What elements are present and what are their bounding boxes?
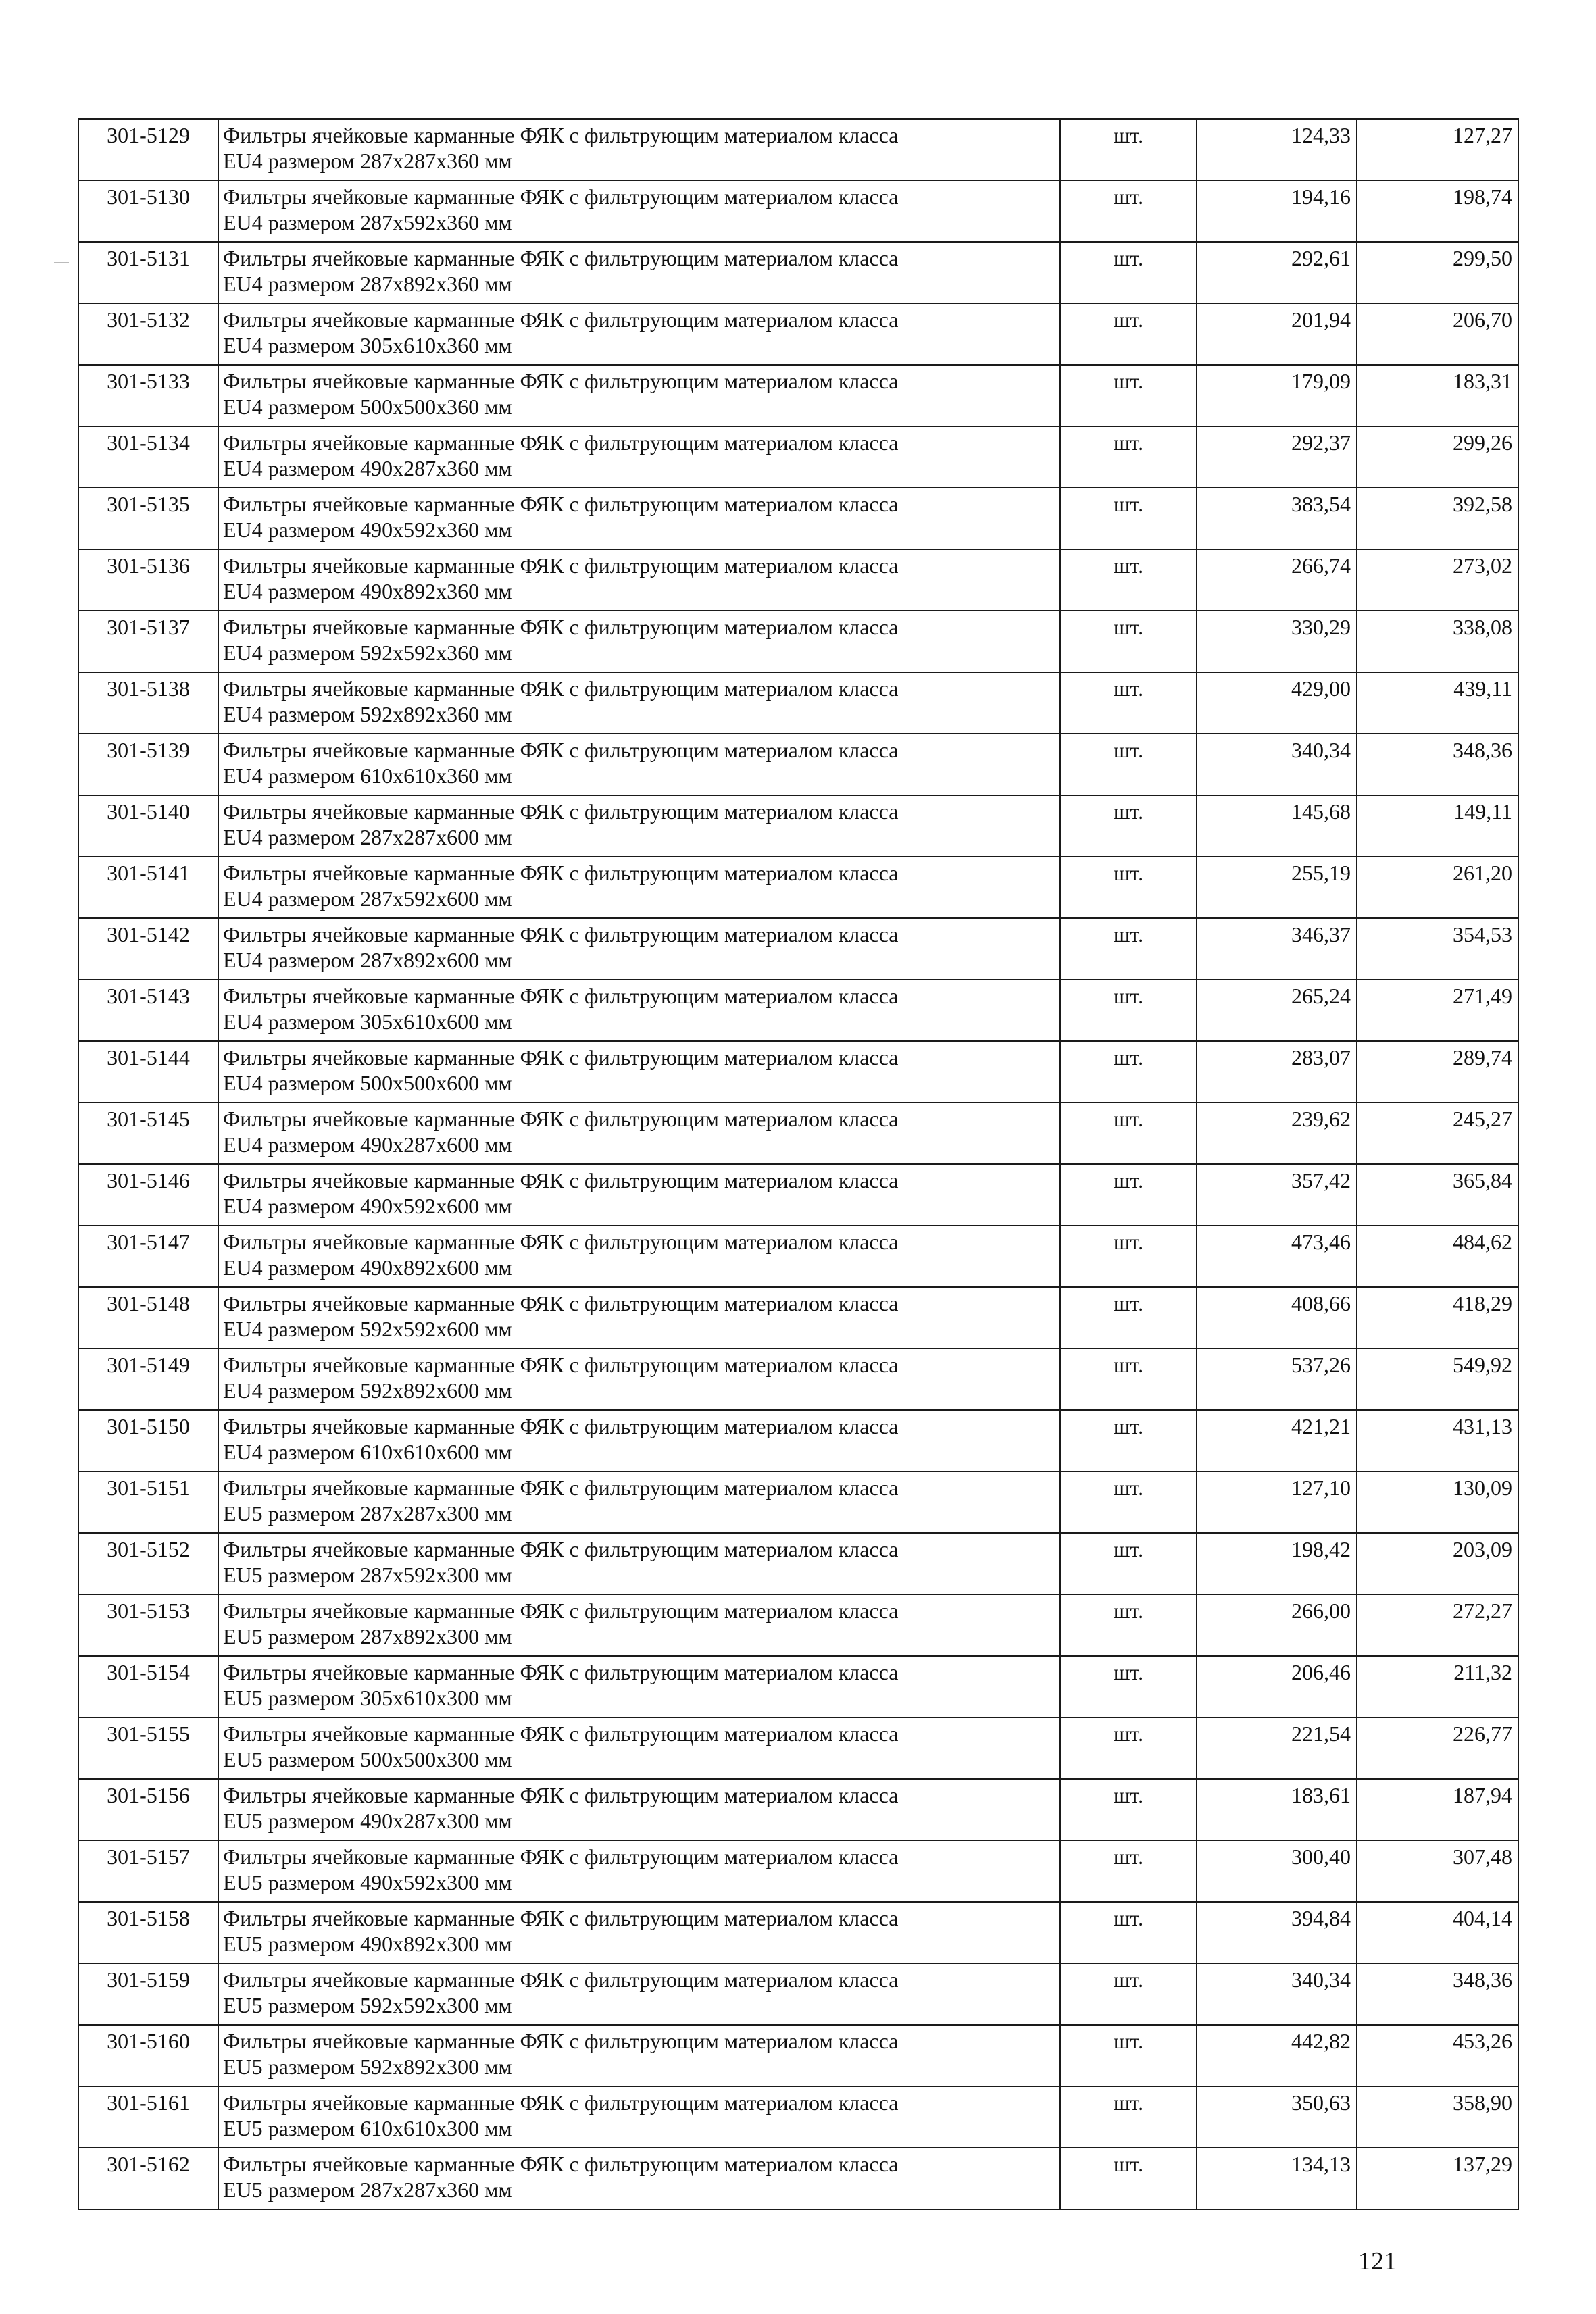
item-price-1: 421,21 — [1197, 1410, 1357, 1472]
item-unit: шт. — [1060, 1164, 1197, 1226]
item-description — [218, 1656, 1060, 1717]
description-line-2: EU4 размером 592х592х360 мм — [223, 640, 512, 665]
item-price-1: 408,66 — [1197, 1287, 1357, 1349]
item-description — [218, 1226, 1060, 1287]
item-code: 301-5151 — [78, 1472, 218, 1533]
description-line-1: Фильтры ячейковые карманные ФЯК с фильтрующим материалом класса — [223, 799, 899, 824]
item-code: 301-5142 — [78, 918, 218, 980]
item-price-2: 271,49 — [1357, 980, 1518, 1041]
item-unit: шт. — [1060, 857, 1197, 918]
description-line-1: Фильтры ячейковые карманные ФЯК с фильтрующим материалом класса — [223, 1844, 899, 1869]
description-line-2: EU4 размером 592х892х600 мм — [223, 1378, 512, 1403]
table-row — [78, 303, 1518, 365]
table-row — [78, 1840, 1518, 1902]
item-price-2: 418,29 — [1357, 1287, 1518, 1349]
item-unit: шт. — [1060, 1779, 1197, 1840]
table-row — [78, 857, 1518, 918]
item-price-2: 127,27 — [1357, 119, 1518, 180]
item-code: 301-5130 — [78, 180, 218, 242]
item-code: 301-5146 — [78, 1164, 218, 1226]
item-description — [218, 2148, 1060, 2209]
description-line-2: EU5 размером 287х287х300 мм — [223, 1501, 512, 1526]
item-code: 301-5144 — [78, 1041, 218, 1103]
item-code: 301-5148 — [78, 1287, 218, 1349]
item-code: 301-5149 — [78, 1349, 218, 1410]
table-row — [78, 2025, 1518, 2086]
item-price-1: 383,54 — [1197, 488, 1357, 549]
table-row — [78, 1103, 1518, 1164]
description-line-2: EU4 размером 490х592х360 мм — [223, 518, 512, 542]
item-unit: шт. — [1060, 734, 1197, 795]
description-line-1: Фильтры ячейковые карманные ФЯК с фильтрующим материалом класса — [223, 922, 899, 947]
description-line-2: EU4 размером 287х592х600 мм — [223, 886, 512, 911]
item-description — [218, 1041, 1060, 1103]
table-row — [78, 1410, 1518, 1472]
item-code: 301-5135 — [78, 488, 218, 549]
item-unit: шт. — [1060, 1103, 1197, 1164]
description-line-2: EU5 размером 490х592х300 мм — [223, 1870, 512, 1894]
item-description — [218, 2025, 1060, 2086]
description-line-2: EU5 размером 490х287х300 мм — [223, 1809, 512, 1833]
item-code: 301-5133 — [78, 365, 218, 426]
item-code: 301-5162 — [78, 2148, 218, 2209]
item-price-1: 292,37 — [1197, 426, 1357, 488]
price-table — [78, 118, 1519, 2210]
item-unit: шт. — [1060, 303, 1197, 365]
item-price-1: 442,82 — [1197, 2025, 1357, 2086]
item-description — [218, 1103, 1060, 1164]
item-price-2: 549,92 — [1357, 1349, 1518, 1410]
item-price-2: 484,62 — [1357, 1226, 1518, 1287]
description-line-1: Фильтры ячейковые карманные ФЯК с фильтрующим материалом класса — [223, 1168, 899, 1192]
item-unit: шт. — [1060, 1472, 1197, 1533]
table-row — [78, 1717, 1518, 1779]
table-body — [78, 119, 1518, 2209]
description-line-2: EU5 размером 287х892х300 мм — [223, 1624, 512, 1649]
item-price-1: 350,63 — [1197, 2086, 1357, 2148]
item-code: 301-5156 — [78, 1779, 218, 1840]
item-price-2: 187,94 — [1357, 1779, 1518, 1840]
description-line-1: Фильтры ячейковые карманные ФЯК с фильтрующим материалом класса — [223, 1721, 899, 1746]
item-description — [218, 1472, 1060, 1533]
item-price-2: 130,09 — [1357, 1472, 1518, 1533]
item-description — [218, 549, 1060, 611]
description-line-1: Фильтры ячейковые карманные ФЯК с фильтрующим материалом класса — [223, 2152, 899, 2176]
description-line-1: Фильтры ячейковые карманные ФЯК с фильтрующим материалом класса — [223, 1967, 899, 1992]
item-description — [218, 918, 1060, 980]
item-unit: шт. — [1060, 1717, 1197, 1779]
table-row — [78, 795, 1518, 857]
item-unit: шт. — [1060, 1287, 1197, 1349]
item-description — [218, 1840, 1060, 1902]
item-unit: шт. — [1060, 2025, 1197, 2086]
item-code: 301-5143 — [78, 980, 218, 1041]
description-line-1: Фильтры ячейковые карманные ФЯК с фильтрующим материалом класса — [223, 369, 899, 393]
item-unit: шт. — [1060, 549, 1197, 611]
item-description — [218, 119, 1060, 180]
description-line-2: EU4 размером 592х892х360 мм — [223, 702, 512, 726]
description-line-1: Фильтры ячейковые карманные ФЯК с фильтрующим материалом класса — [223, 123, 899, 147]
item-price-1: 183,61 — [1197, 1779, 1357, 1840]
description-line-2: EU5 размером 490х892х300 мм — [223, 1932, 512, 1956]
item-price-2: 272,27 — [1357, 1594, 1518, 1656]
item-price-2: 439,11 — [1357, 672, 1518, 734]
item-price-2: 431,13 — [1357, 1410, 1518, 1472]
item-code: 301-5153 — [78, 1594, 218, 1656]
item-unit: шт. — [1060, 119, 1197, 180]
item-code: 301-5159 — [78, 1963, 218, 2025]
description-line-2: EU4 размером 305х610х360 мм — [223, 333, 512, 357]
description-line-2: EU4 размером 610х610х360 мм — [223, 763, 512, 788]
item-code: 301-5129 — [78, 119, 218, 180]
item-code: 301-5137 — [78, 611, 218, 672]
description-line-1: Фильтры ячейковые карманные ФЯК с фильтрующим материалом класса — [223, 1045, 899, 1070]
description-line-2: EU4 размером 610х610х600 мм — [223, 1440, 512, 1464]
item-price-2: 299,50 — [1357, 242, 1518, 303]
item-price-2: 307,48 — [1357, 1840, 1518, 1902]
description-line-2: EU4 размером 592х592х600 мм — [223, 1317, 512, 1341]
item-unit: шт. — [1060, 1963, 1197, 2025]
item-price-2: 203,09 — [1357, 1533, 1518, 1594]
item-code: 301-5152 — [78, 1533, 218, 1594]
item-price-1: 429,00 — [1197, 672, 1357, 734]
table-row — [78, 1041, 1518, 1103]
item-code: 301-5136 — [78, 549, 218, 611]
item-price-1: 266,00 — [1197, 1594, 1357, 1656]
table-row — [78, 180, 1518, 242]
item-price-2: 404,14 — [1357, 1902, 1518, 1963]
description-line-2: EU4 размером 500х500х360 мм — [223, 395, 512, 419]
item-unit: шт. — [1060, 1656, 1197, 1717]
description-line-2: EU4 размером 500х500х600 мм — [223, 1071, 512, 1095]
description-line-1: Фильтры ячейковые карманные ФЯК с фильтрующим материалом класса — [223, 553, 899, 578]
page-number: 121 — [1358, 2247, 1397, 2275]
description-line-2: EU5 размером 500х500х300 мм — [223, 1747, 512, 1771]
item-unit: шт. — [1060, 1902, 1197, 1963]
item-price-2: 273,02 — [1357, 549, 1518, 611]
description-line-2: EU4 размером 305х610х600 мм — [223, 1009, 512, 1034]
item-price-2: 198,74 — [1357, 180, 1518, 242]
table-row — [78, 1779, 1518, 1840]
table-row — [78, 242, 1518, 303]
table-row — [78, 1656, 1518, 1717]
item-price-2: 226,77 — [1357, 1717, 1518, 1779]
table-row — [78, 365, 1518, 426]
description-line-1: Фильтры ячейковые карманные ФЯК с фильтрующим материалом класса — [223, 1660, 899, 1684]
item-price-2: 245,27 — [1357, 1103, 1518, 1164]
item-unit: шт. — [1060, 180, 1197, 242]
description-line-1: Фильтры ячейковые карманные ФЯК с фильтрующим материалом класса — [223, 1414, 899, 1438]
item-price-1: 537,26 — [1197, 1349, 1357, 1410]
item-price-2: 211,32 — [1357, 1656, 1518, 1717]
item-unit: шт. — [1060, 918, 1197, 980]
item-code: 301-5154 — [78, 1656, 218, 1717]
description-line-1: Фильтры ячейковые карманные ФЯК с фильтрующим материалом класса — [223, 861, 899, 885]
item-unit: шт. — [1060, 242, 1197, 303]
description-line-2: EU4 размером 287х592х360 мм — [223, 210, 512, 234]
description-line-2: EU5 размером 305х610х300 мм — [223, 1686, 512, 1710]
item-code: 301-5145 — [78, 1103, 218, 1164]
table-row — [78, 1963, 1518, 2025]
item-unit: шт. — [1060, 1840, 1197, 1902]
description-line-2: EU5 размером 592х892х300 мм — [223, 2055, 512, 2079]
description-line-1: Фильтры ячейковые карманные ФЯК с фильтрующим материалом класса — [223, 2029, 899, 2053]
item-unit: шт. — [1060, 1594, 1197, 1656]
item-description — [218, 1533, 1060, 1594]
description-line-1: Фильтры ячейковые карманные ФЯК с фильтрующим материалом класса — [223, 615, 899, 639]
item-description — [218, 1717, 1060, 1779]
item-description — [218, 1349, 1060, 1410]
item-description — [218, 672, 1060, 734]
description-line-1: Фильтры ячейковые карманные ФЯК с фильтрующим материалом класса — [223, 1291, 899, 1315]
description-line-1: Фильтры ячейковые карманные ФЯК с фильтрующим материалом класса — [223, 307, 899, 332]
table-row — [78, 2148, 1518, 2209]
item-code: 301-5147 — [78, 1226, 218, 1287]
description-line-2: EU4 размером 490х892х600 мм — [223, 1255, 512, 1280]
item-code: 301-5141 — [78, 857, 218, 918]
table-row — [78, 918, 1518, 980]
scan-mark — [54, 262, 69, 263]
item-code: 301-5160 — [78, 2025, 218, 2086]
item-description — [218, 2086, 1060, 2148]
description-line-1: Фильтры ячейковые карманные ФЯК с фильтрующим материалом класса — [223, 1476, 899, 1500]
description-line-2: EU5 размером 287х592х300 мм — [223, 1563, 512, 1587]
table-row — [78, 1226, 1518, 1287]
item-price-1: 221,54 — [1197, 1717, 1357, 1779]
item-code: 301-5131 — [78, 242, 218, 303]
description-line-1: Фильтры ячейковые карманные ФЯК с фильтрующим материалом класса — [223, 1537, 899, 1561]
item-unit: шт. — [1060, 672, 1197, 734]
item-unit: шт. — [1060, 1226, 1197, 1287]
item-price-1: 473,46 — [1197, 1226, 1357, 1287]
item-unit: шт. — [1060, 1533, 1197, 1594]
table-row — [78, 426, 1518, 488]
description-line-1: Фильтры ячейковые карманные ФЯК с фильтрующим материалом класса — [223, 2090, 899, 2115]
description-line-2: EU4 размером 490х892х360 мм — [223, 579, 512, 603]
item-unit: шт. — [1060, 426, 1197, 488]
item-unit: шт. — [1060, 1041, 1197, 1103]
item-description — [218, 180, 1060, 242]
item-price-1: 201,94 — [1197, 303, 1357, 365]
description-line-2: EU4 размером 287х892х360 мм — [223, 272, 512, 296]
item-price-2: 289,74 — [1357, 1041, 1518, 1103]
description-line-2: EU4 размером 490х287х360 мм — [223, 456, 512, 480]
item-price-1: 194,16 — [1197, 180, 1357, 242]
item-price-1: 394,84 — [1197, 1902, 1357, 1963]
table-row — [78, 549, 1518, 611]
item-description — [218, 734, 1060, 795]
item-code: 301-5157 — [78, 1840, 218, 1902]
item-unit: шт. — [1060, 611, 1197, 672]
table-row — [78, 1902, 1518, 1963]
item-description — [218, 488, 1060, 549]
item-price-1: 300,40 — [1197, 1840, 1357, 1902]
table-row — [78, 1533, 1518, 1594]
item-price-2: 392,58 — [1357, 488, 1518, 549]
table-row — [78, 2086, 1518, 2148]
table-row — [78, 1349, 1518, 1410]
item-price-1: 357,42 — [1197, 1164, 1357, 1226]
item-unit: шт. — [1060, 2148, 1197, 2209]
item-price-1: 266,74 — [1197, 549, 1357, 611]
item-price-1: 145,68 — [1197, 795, 1357, 857]
item-description — [218, 303, 1060, 365]
item-description — [218, 1902, 1060, 1963]
description-line-1: Фильтры ячейковые карманные ФЯК с фильтрующим материалом класса — [223, 184, 899, 209]
description-line-1: Фильтры ячейковые карманные ФЯК с фильтрующим материалом класса — [223, 1599, 899, 1623]
item-unit: шт. — [1060, 2086, 1197, 2148]
table-row — [78, 1472, 1518, 1533]
item-code: 301-5138 — [78, 672, 218, 734]
item-description — [218, 795, 1060, 857]
item-code: 301-5134 — [78, 426, 218, 488]
item-code: 301-5158 — [78, 1902, 218, 1963]
item-code: 301-5161 — [78, 2086, 218, 2148]
item-price-2: 348,36 — [1357, 734, 1518, 795]
table-row — [78, 672, 1518, 734]
description-line-2: EU4 размером 287х287х600 мм — [223, 825, 512, 849]
item-price-2: 137,29 — [1357, 2148, 1518, 2209]
item-code: 301-5150 — [78, 1410, 218, 1472]
item-price-2: 338,08 — [1357, 611, 1518, 672]
item-price-1: 127,10 — [1197, 1472, 1357, 1533]
item-description — [218, 365, 1060, 426]
item-price-1: 340,34 — [1197, 734, 1357, 795]
item-price-1: 134,13 — [1197, 2148, 1357, 2209]
item-description — [218, 1594, 1060, 1656]
table-row — [78, 488, 1518, 549]
item-unit: шт. — [1060, 980, 1197, 1041]
item-description — [218, 980, 1060, 1041]
item-unit: шт. — [1060, 365, 1197, 426]
item-code: 301-5140 — [78, 795, 218, 857]
item-unit: шт. — [1060, 1349, 1197, 1410]
item-price-2: 261,20 — [1357, 857, 1518, 918]
item-price-2: 206,70 — [1357, 303, 1518, 365]
item-description — [218, 857, 1060, 918]
table-row — [78, 1594, 1518, 1656]
item-description — [218, 426, 1060, 488]
item-price-1: 198,42 — [1197, 1533, 1357, 1594]
item-price-2: 358,90 — [1357, 2086, 1518, 2148]
table-row — [78, 1287, 1518, 1349]
description-line-2: EU4 размером 287х892х600 мм — [223, 948, 512, 972]
item-price-1: 265,24 — [1197, 980, 1357, 1041]
description-line-2: EU5 размером 592х592х300 мм — [223, 1993, 512, 2017]
description-line-1: Фильтры ячейковые карманные ФЯК с фильтрующим материалом класса — [223, 676, 899, 701]
description-line-1: Фильтры ячейковые карманные ФЯК с фильтрующим материалом класса — [223, 1353, 899, 1377]
description-line-1: Фильтры ячейковые карманные ФЯК с фильтрующим материалом класса — [223, 1906, 899, 1930]
item-description — [218, 1287, 1060, 1349]
item-description — [218, 242, 1060, 303]
item-unit: шт. — [1060, 1410, 1197, 1472]
item-unit: шт. — [1060, 795, 1197, 857]
item-price-2: 183,31 — [1357, 365, 1518, 426]
description-line-2: EU4 размером 490х592х600 мм — [223, 1194, 512, 1218]
item-price-1: 206,46 — [1197, 1656, 1357, 1717]
item-unit: шт. — [1060, 488, 1197, 549]
item-price-1: 292,61 — [1197, 242, 1357, 303]
item-price-2: 149,11 — [1357, 795, 1518, 857]
item-price-2: 299,26 — [1357, 426, 1518, 488]
item-description — [218, 1410, 1060, 1472]
item-price-1: 124,33 — [1197, 119, 1357, 180]
description-line-1: Фильтры ячейковые карманные ФЯК с фильтрующим материалом класса — [223, 492, 899, 516]
item-description — [218, 1779, 1060, 1840]
description-line-1: Фильтры ячейковые карманные ФЯК с фильтрующим материалом класса — [223, 246, 899, 270]
table-row — [78, 734, 1518, 795]
description-line-2: EU4 размером 287х287х360 мм — [223, 149, 512, 173]
item-price-1: 340,34 — [1197, 1963, 1357, 2025]
item-price-2: 453,26 — [1357, 2025, 1518, 2086]
item-price-2: 348,36 — [1357, 1963, 1518, 2025]
item-price-1: 283,07 — [1197, 1041, 1357, 1103]
item-price-1: 239,62 — [1197, 1103, 1357, 1164]
table-row — [78, 611, 1518, 672]
item-description — [218, 611, 1060, 672]
description-line-2: EU4 размером 490х287х600 мм — [223, 1132, 512, 1157]
description-line-2: EU5 размером 287х287х360 мм — [223, 2178, 512, 2202]
item-code: 301-5132 — [78, 303, 218, 365]
description-line-1: Фильтры ячейковые карманные ФЯК с фильтрующим материалом класса — [223, 984, 899, 1008]
item-price-1: 179,09 — [1197, 365, 1357, 426]
table-row — [78, 980, 1518, 1041]
description-line-1: Фильтры ячейковые карманные ФЯК с фильтрующим материалом класса — [223, 430, 899, 455]
item-description — [218, 1164, 1060, 1226]
item-description — [218, 1963, 1060, 2025]
item-price-2: 354,53 — [1357, 918, 1518, 980]
item-code: 301-5155 — [78, 1717, 218, 1779]
description-line-1: Фильтры ячейковые карманные ФЯК с фильтрующим материалом класса — [223, 1107, 899, 1131]
item-price-1: 346,37 — [1197, 918, 1357, 980]
description-line-1: Фильтры ячейковые карманные ФЯК с фильтрующим материалом класса — [223, 738, 899, 762]
description-line-1: Фильтры ячейковые карманные ФЯК с фильтрующим материалом класса — [223, 1230, 899, 1254]
table-row — [78, 1164, 1518, 1226]
item-price-1: 255,19 — [1197, 857, 1357, 918]
item-code: 301-5139 — [78, 734, 218, 795]
item-price-2: 365,84 — [1357, 1164, 1518, 1226]
item-price-1: 330,29 — [1197, 611, 1357, 672]
description-line-1: Фильтры ячейковые карманные ФЯК с фильтрующим материалом класса — [223, 1783, 899, 1807]
description-line-2: EU5 размером 610х610х300 мм — [223, 2116, 512, 2140]
table-row — [78, 119, 1518, 180]
